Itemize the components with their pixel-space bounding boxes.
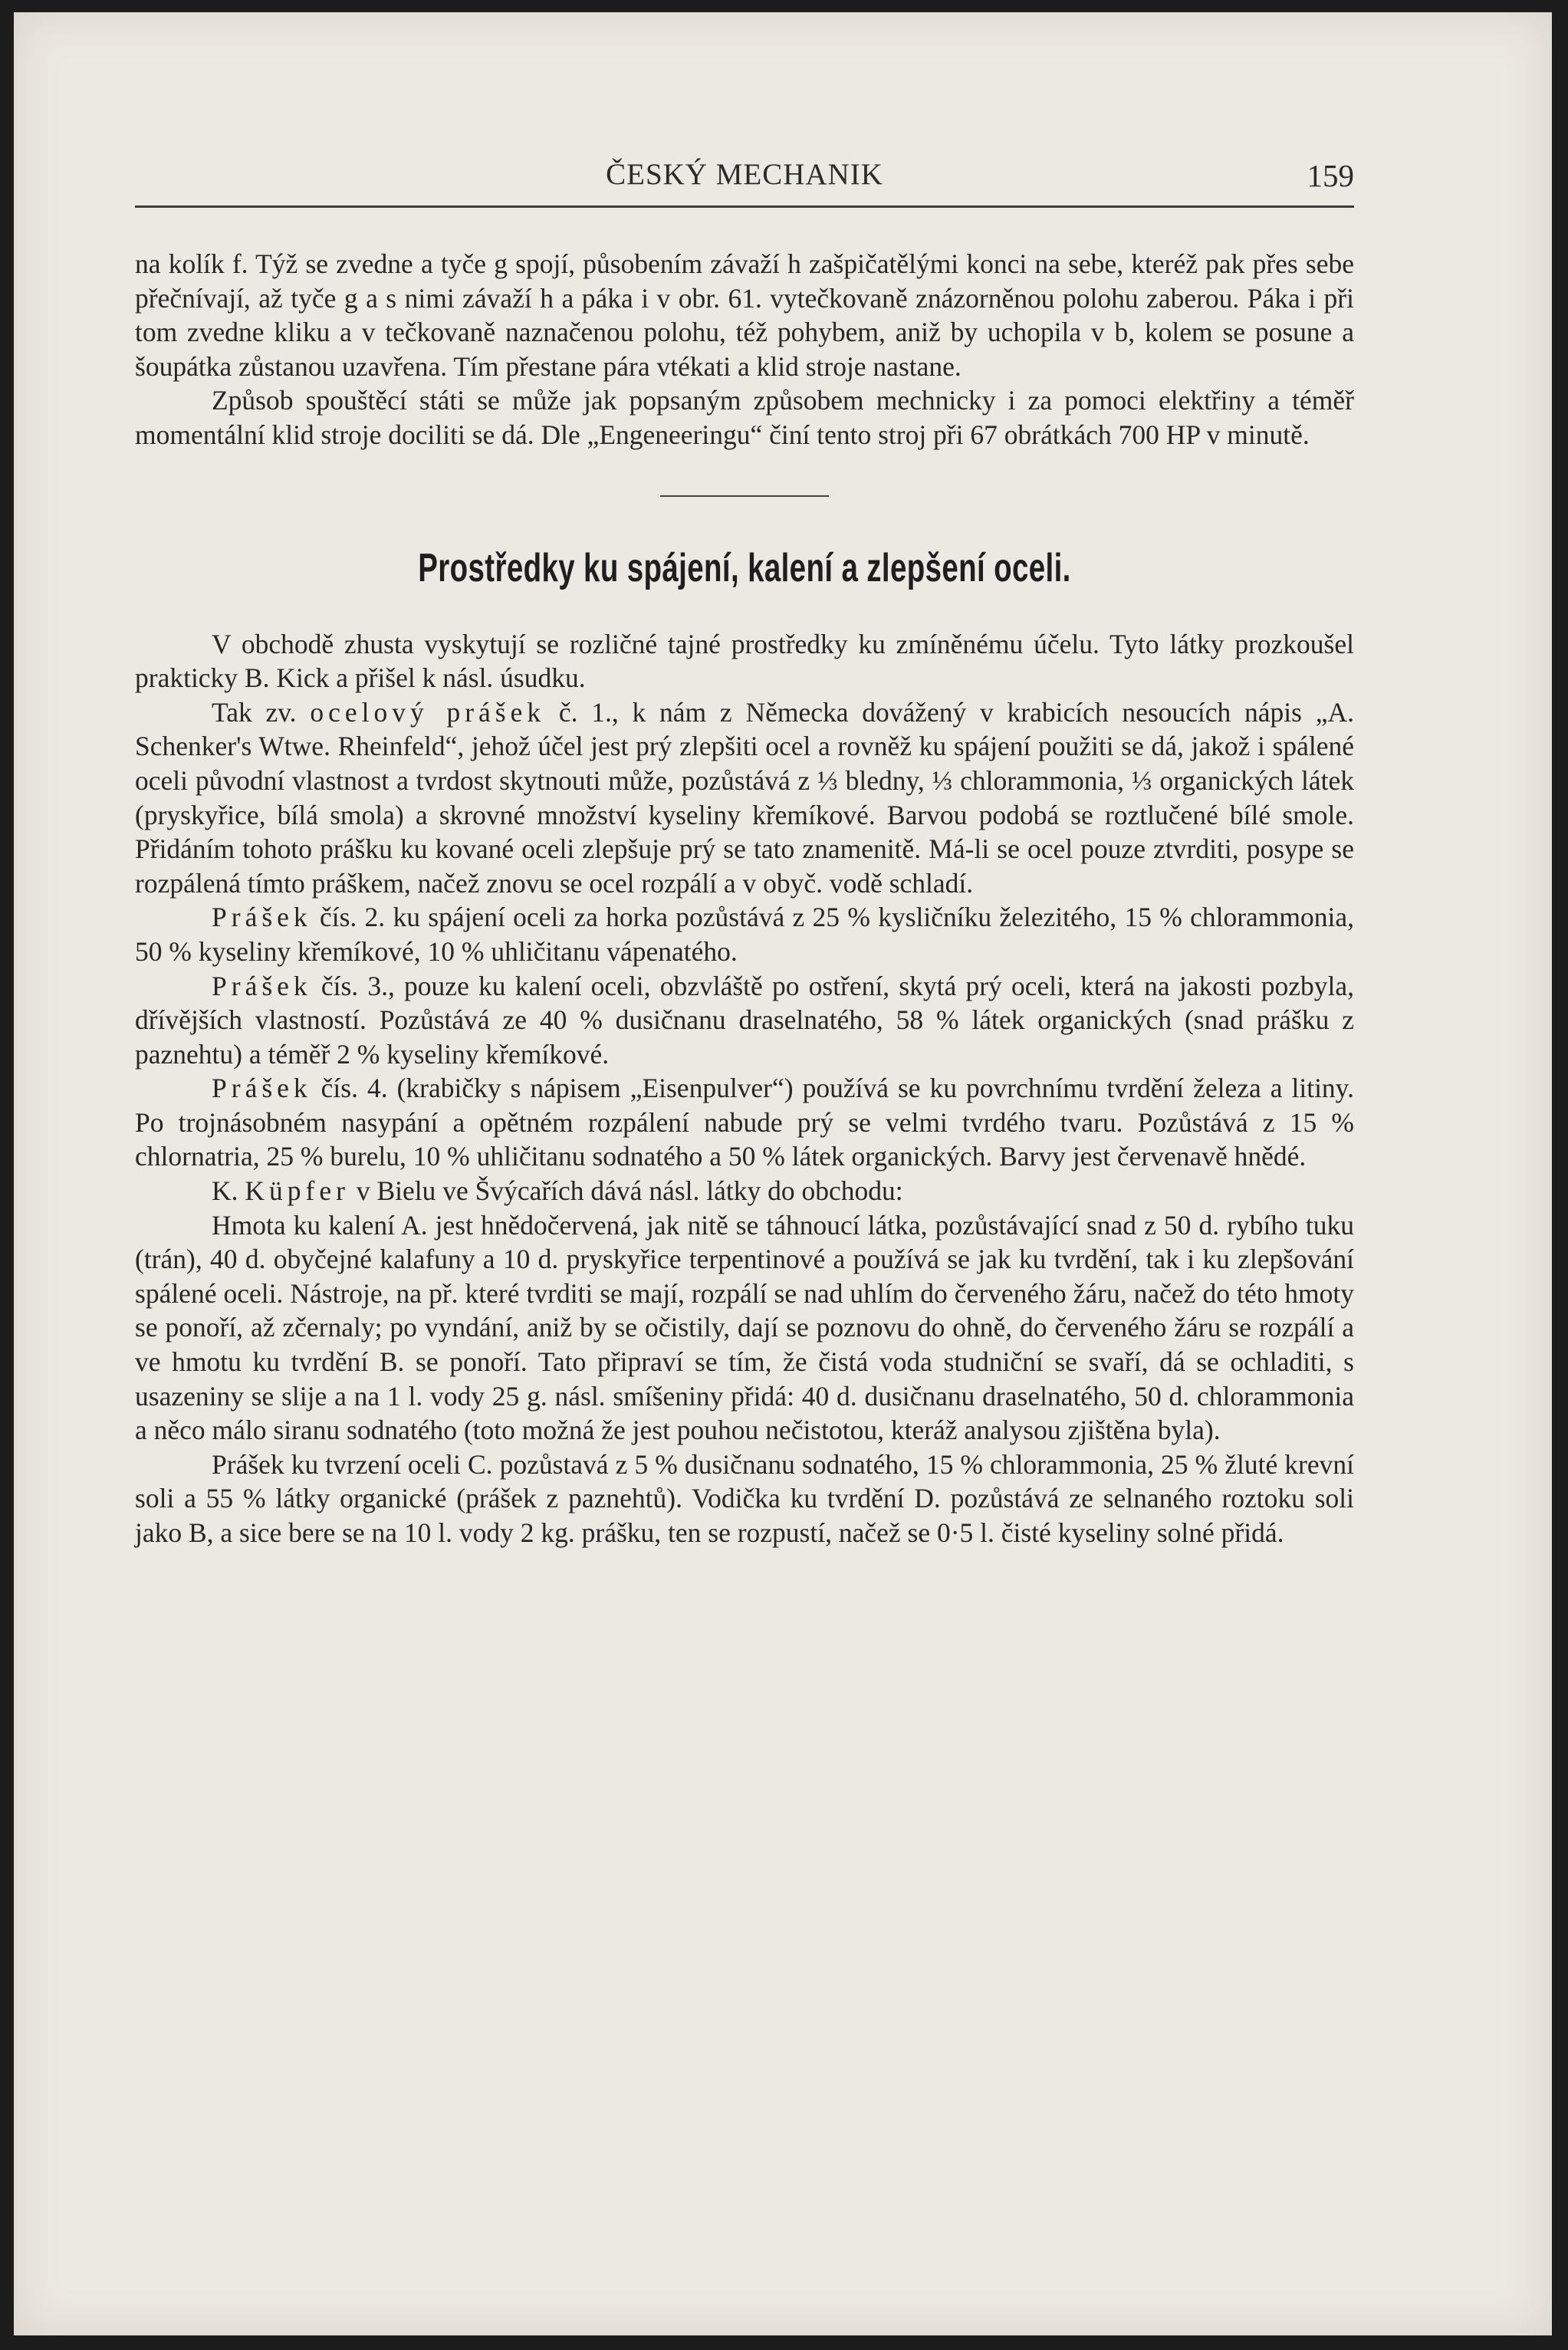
lead-text: K. <box>212 1175 238 1207</box>
page-header <box>135 157 1354 203</box>
paragraph-powder-1 <box>135 695 1354 901</box>
running-title: ČESKÝ MECHANIK <box>606 158 883 191</box>
spaced-term: Prášek <box>212 902 312 933</box>
spaced-term: Küpfer <box>245 1175 350 1207</box>
paragraph-text: čís. 3., pouze ku kalení oceli, obzvláště po ostření, skytá prý oceli, která na jakosti pozbyla, dřívějších vlastností. Pozůstává ze 40 % dusičnanu draselnatého, 58 % látek organických (snad prášku z paznehtu) a téměř 2 % kyseliny křemíkové. <box>135 970 1354 1070</box>
paragraph-powder-2 <box>135 900 1354 968</box>
page-number: 159 <box>1307 158 1354 193</box>
spaced-term: Prášek <box>212 1073 312 1104</box>
section-heading: Prostředky ku spájení, kalení a zlepšení oceli. <box>418 545 1071 590</box>
paragraph-start-method: Způsob spouštěcí státi se může jak popsaným způsobem mechnicky i za pomoci elektřiny a téměř momentální klid stroje dociliti se dá. Dle „Engeneeringu“ činí tento stroj při 67 obrátkách 700 HP v minutě. <box>135 385 1354 450</box>
paragraph-hmota-a: Hmota ku kalení A. jest hnědočervená, jak nitě se táhnoucí látka, pozůstávající snad z 50 d. rybího tuku (trán), 40 d. obyčejné kalafuny a 10 d. pryskyřice terpentinové a používá se jak ku tvrdění, tak i ku zlepšování spálené oceli. Nástroje, na př. které tvrditi se mají, rozpálí se nad uhlím do červeného žáru, načež do této hmoty se ponoří, až zčernaly; po vyndání, aniž by se očistily, dají se poznovu do ohně, do červeného žáru se rozpálí a ve hmotu ku tvrdění B. se ponoří. Tato připraví se tím, že čistá voda studniční se svaří, dá se ochladiti, s usazeniny se slije a na 1 l. vody 25 g. násl. smíšeniny přidá: 40 d. dusičnanu draselnatého, 50 d. chlorammonia a něco málo siranu sodnatého (toto možná že jest pouhou nečistotou, kteráž analysou zjištěna byla). <box>135 1209 1354 1446</box>
spaced-term: Prášek <box>212 970 312 1001</box>
section-divider <box>660 495 829 497</box>
paragraph-text: čís. 4. (krabičky s nápisem „Eisenpulver“) používá se ku povrchnímu tvrdění železa a litiny. Po trojnásobném nasypání a opětném rozpálení nabude prý se velmi tvrdého tvaru. Pozůstává z 15 % chlornatria, 25 % burelu, 10 % uhličitanu sodnatého a 50 % látek organických. Barvy jest červenavě hnědé. <box>135 1073 1355 1172</box>
paragraph-continuation: na kolík f. Týž se zvedne a tyče g spojí, působením závaží h zašpičatělými konci na sebe, kteréž pak přes sebe přečnívají, až tyče g a s nimi závaží h a páka i v obr. 61. vytečkovaně znázorněnou polohu zaberou. Páka i při tom zvedne kliku a v tečkovaně naznačenou polohu, též pohybem, aniž by uchopila v b, kolem se posune a šoupátka zůstanou uzavřena. Tím přestane pára vtékati a klid stroje nastane. <box>135 248 1354 382</box>
paragraph-powder-3 <box>135 969 1354 1072</box>
paragraph-text: čís. 2. ku spájení oceli za horka pozůstává z 25 % kysličníku železitého, 15 % chlorammonia, 50 % kyseliny křemíkové, 10 % uhličitanu vápenatého. <box>135 902 1355 967</box>
paragraph-text: v Bielu ve Švýcařích dává násl. látky do obchodu: <box>356 1175 903 1207</box>
spaced-term: ocelový prášek <box>310 696 546 728</box>
paragraph-prasek-c: Prášek ku tvrzení oceli C. pozůstavá z 5 % dusičnanu sodnatého, 15 % chlorammonia, 25 % žluté krevní soli a 55 % látky organické (prášek z paznehtů). Vodička ku tvrdění D. pozůstává ze selnaného roztoku soli jako B, a sice bere se na 10 l. vody 2 kg. prášku, ten se rozpustí, načež se 0·5 l. čisté kyseliny solné přidá. <box>135 1448 1354 1548</box>
paragraph-intro: V obchodě zhusta vyskytují se rozličné tajné prostředky ku zmíněnému účelu. Tyto látky prozkoušel prakticky B. Kick a přišel k násl. úsudku. <box>135 628 1354 694</box>
page-body <box>135 247 1354 1550</box>
lead-text: Tak zv. <box>212 696 297 728</box>
paragraph-powder-4 <box>135 1071 1354 1174</box>
paragraph-text: č. 1., k nám z Německa dovážený v krabicích nesoucích nápis „A. Schenker's Wtwe. Rheinfeld“, jehož účel jest prý zlepšiti ocel a rovněž ku spájení použiti se dá, jakož i spálené oceli původní vlastnost a tvrdost skytnouti může, pozůstává z ⅓ bledny, ⅓ chlorammonia, ⅓ organických látek (pryskyřice, bílá smola) a skrovné množství kyseliny křemíkové. Barvou podobá se roztlučené bílé smole. Přidáním tohoto prášku ku kované oceli zlepšuje prý se tato znamenitě. Má-li se ocel pouze ztvrditi, posype se rozpálená tímto práškem, načež znovu se ocel rozpálí a v obyč. vodě schladí. <box>135 696 1355 899</box>
paragraph-kupfer <box>135 1174 1354 1208</box>
header-rule <box>135 205 1354 208</box>
